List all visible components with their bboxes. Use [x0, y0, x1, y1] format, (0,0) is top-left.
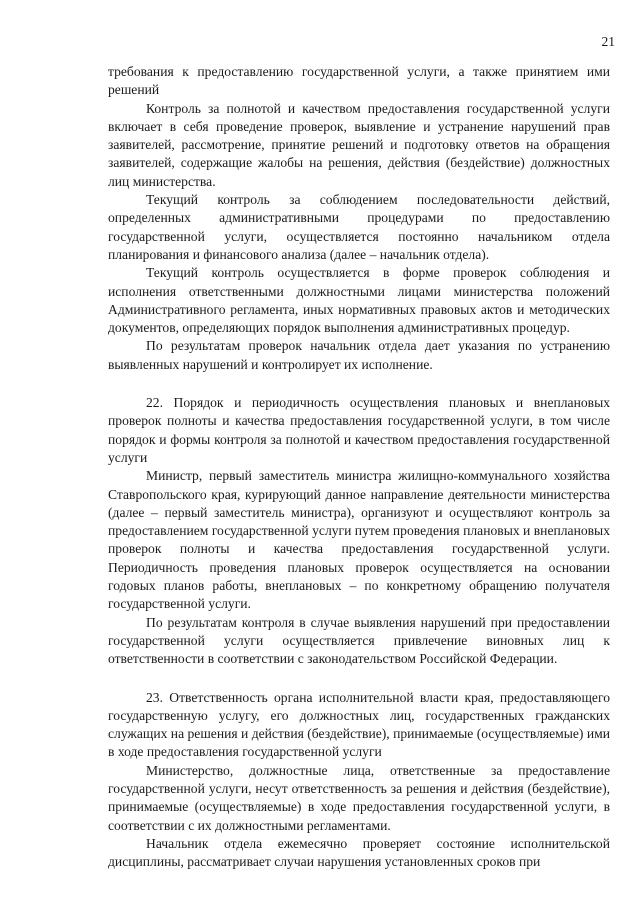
- paragraph-responsibility: Министерство, должностные лица, ответственные за предоставление государственной услуги, несут ответственность за решения и действия (бездействие), принимаемые (осуществляемые) в ходе предоставления государственной услуги, в соответствии с их должностными регламентами.: [108, 762, 610, 833]
- paragraph-continuation: требования к предоставлению государственной услуги, а также принятием ими решений: [108, 64, 610, 98]
- paragraph-control-scope: Контроль за полнотой и качеством предоставления государственной услуги включает в себя проведение проверок, выявление и устранение нарушений прав заявителей, рассмотрение, принятие решений и подготовку ответов на обращения заявителей, содержащие жалобы на решения, действия (бездействие) должностных лиц министерства.: [108, 100, 610, 189]
- paragraph-inspection-results: По результатам проверок начальник отдела дает указания по устранению выявленных нарушений и контролирует их исполнение.: [108, 338, 610, 372]
- section-heading-23: 23. Ответственность органа исполнительной власти края, предоставляющего государственную услугу, его должностных лиц, государственных гражданских служащих на решения и действия (бездействие), принимаемые (осуществляемые) ими в ходе предоставления государственной услуги: [108, 689, 611, 760]
- paragraph-minister-control: Министр, первый заместитель министра жилищно-коммунального хозяйства Ставропольского края, курирующий данное направление деятельности министерства (далее – первый заместитель министра), организуют и осуществляют контроль за предоставлением государственной услуги путем проведения плановых и внеплановых проверок полноты и качества предоставления государственной услуги. Периодичность проведения плановых проверок осуществляется на основании годовых планов работы, внеплановых – по конкретному обращению получателя государственной услуги.: [108, 468, 610, 612]
- paragraph-violations: По результатам контроля в случае выявления нарушений при предоставлении государственной услуги осуществляется привлечение виновных лиц к ответственности в соответствии с законодательством Российской Федерации.: [108, 614, 610, 667]
- section-heading-22: 22. Порядок и периодичность осуществления плановых и внеплановых проверок полноты и качества предоставления государственной услуги, в том числе порядок и формы контроля за полнотой и качеством предоставления государственной услуги: [108, 395, 610, 465]
- paragraph-monthly-check: Начальник отдела ежемесячно проверяет состояние исполнительской дисциплины, рассматривает случаи нарушения установленных сроков при: [108, 835, 610, 870]
- document-body: [108, 63, 610, 871]
- section-spacer: [108, 669, 610, 689]
- paragraph-current-control: Текущий контроль за соблюдением последовательности действий, определенных административными процедурами по предоставлению государственной услуги, осуществляется постоянно начальником отдела планирования и финансового анализа (далее – начальник отдела).: [108, 192, 610, 262]
- section-spacer: [108, 374, 610, 394]
- paragraph-control-form: Текущий контроль осуществляется в форме проверок соблюдения и исполнения ответственными должностными лицами министерства положений Административного регламента, иных нормативных правовых актов и методических документов, определяющих порядок выполнения административных процедур.: [108, 265, 610, 336]
- page-number: 21: [601, 34, 615, 49]
